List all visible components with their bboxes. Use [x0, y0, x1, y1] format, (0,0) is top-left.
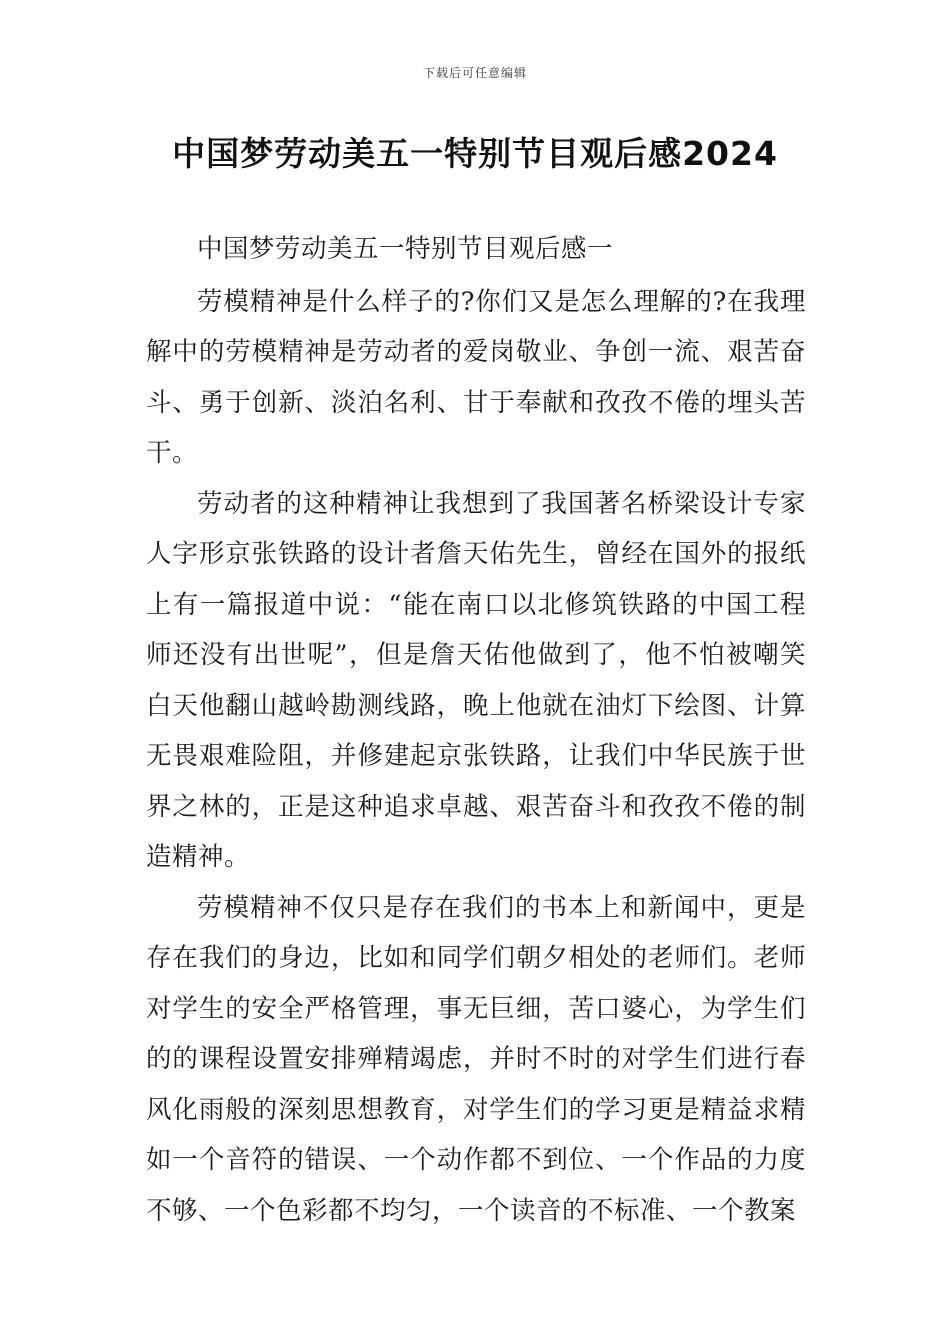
- document-body: [146, 224, 806, 1236]
- body-paragraph: 劳模精神不仅只是存在我们的书本上和新闻中，更是存在我们的身边，比如和同学们朝夕相处的老师们。老师对学生的安全严格管理，事无巨细，苦口婆心，为学生们的的课程设置安排殚精竭虑，并时不时的对学生们进行春风化雨般的深刻思想教育，对学生们的学习更是精益求精如一个音符的错误、一个动作都不到位、一个作品的力度不够、一个色彩都不均匀，一个读音的不标准、一个教案: [146, 892, 806, 1226]
- header-note: 下载后可任意编辑: [422, 66, 527, 80]
- body-paragraph: 劳动者的这种精神让我想到了我国著名桥梁设计专家人字形京张铁路的设计者詹天佑先生，曾经在国外的报纸上有一篇报道中说：“能在南口以北修筑铁路的中国工程师还没有出世呢”，但是詹天佑他做到了，他不怕被嘲笑白天他翻山越岭勘测线路，晚上他就在油灯下绘图、计算无畏艰难险阻，并修建起京张铁路，让我们中华民族于世界之林的，正是这种追求卓越、艰苦奋斗和孜孜不倦的制造精神。: [146, 488, 806, 872]
- body-paragraph: 劳模精神是什么样子的?你们又是怎么理解的?在我理解中的劳模精神是劳动者的爱岗敬业、争创一流、艰苦奋斗、勇于创新、淡泊名利、甘于奉献和孜孜不倦的埋头苦干。: [146, 286, 806, 468]
- document-title: 中国梦劳动美五一特别节目观后感2024: [172, 134, 778, 173]
- subtitle-paragraph: 中国梦劳动美五一特别节目观后感一: [197, 234, 614, 264]
